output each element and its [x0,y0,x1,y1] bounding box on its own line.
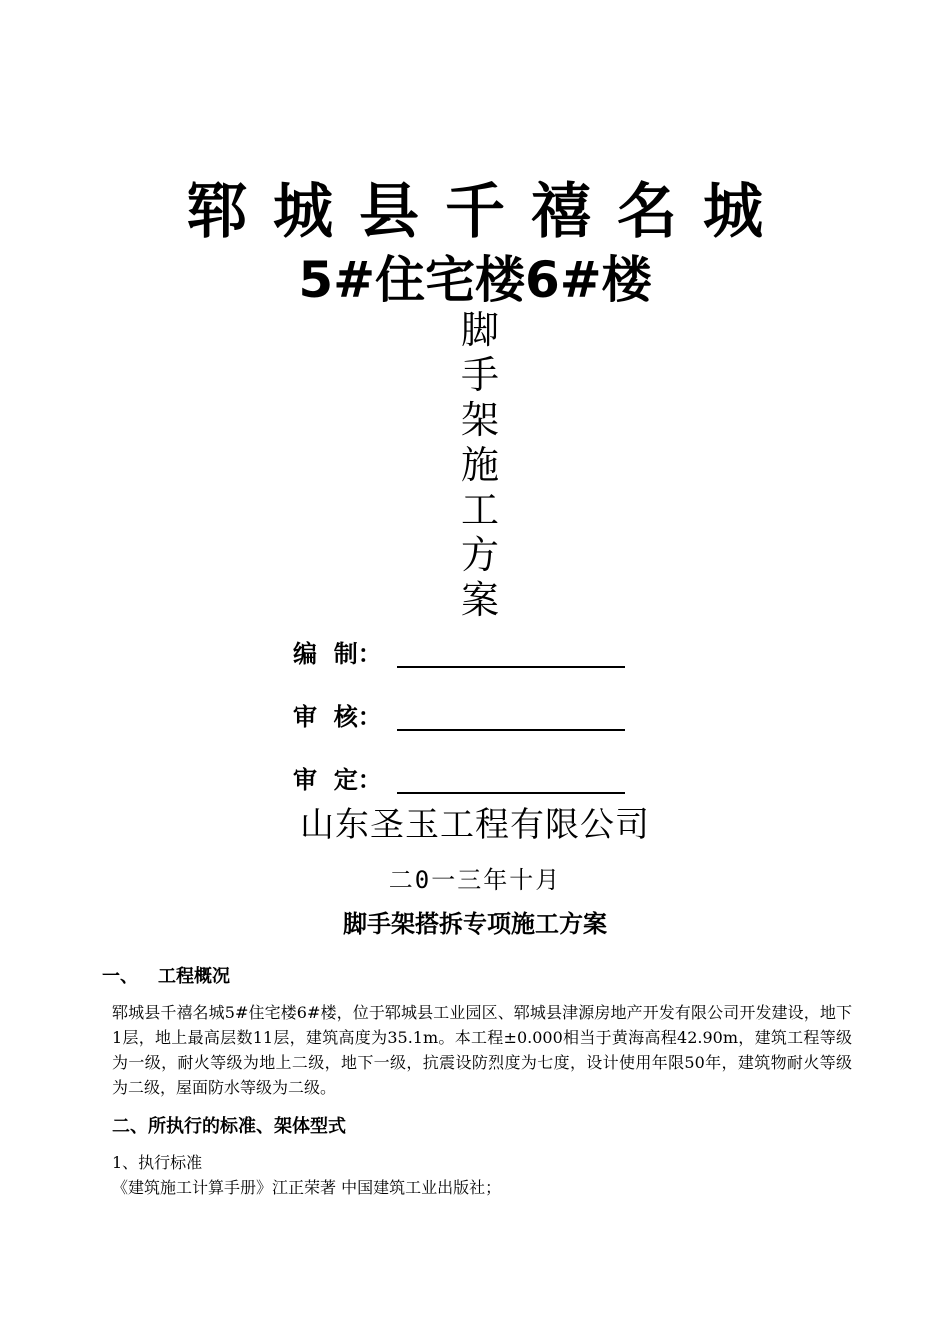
signature-line [397,703,625,731]
sign-row-compile [293,634,625,674]
section1-paragraph: 郓城县千禧名城5#住宅楼6#楼，位于郓城县工业园区、郓城县津源房地产开发有限公司开发建设，地下1层，地上最高层数11层，建筑高度为35.1m。本工程±0.000相当于黄海高程42.90m，建筑工程等级为一级，耐火等级为地上二级，地下一级，抗震设防烈度为七度，设计使用年限50年，建筑物耐火等级为二级，屋面防水等级为二级。 [112,1003,852,1097]
cover-title-line1: 郓城县千禧名城 [187,177,789,247]
company-name: 山东圣玉工程有限公司 [300,805,650,845]
sign-label: 编 制： [293,640,382,668]
cover-title-line2: 5#住宅楼6#楼 [298,251,652,309]
document-title: 脚手架搭拆专项施工方案 [343,910,607,938]
cover-vertical-title [455,308,505,623]
vertical-title-char: 手 [460,353,499,397]
signature-line [397,640,625,668]
section1-heading [102,962,230,992]
signature-line [397,766,625,794]
vertical-title-char: 架 [460,398,499,442]
vertical-title-char: 案 [460,578,499,622]
vertical-title-char: 方 [460,533,499,577]
sign-row-approve [293,760,625,800]
section2-line1: 《建筑施工计算手册》江正荣著 中国建筑工业出版社； [112,1178,502,1197]
vertical-title-char: 脚 [460,308,499,352]
sign-label: 审 定： [293,766,382,794]
vertical-title-char: 工 [460,488,499,532]
vertical-title-char: 施 [460,443,499,487]
section2-heading: 二、所执行的标准、架体型式 [112,1116,346,1137]
section1-title: 工程概况 [158,966,230,987]
cover-date: 二0一三年十月 [388,866,562,894]
section1-number: 一、 [102,966,138,987]
section2-subheading: 1、执行标准 [112,1153,203,1172]
sign-row-review [293,697,625,737]
sign-label: 审 核： [293,703,382,731]
